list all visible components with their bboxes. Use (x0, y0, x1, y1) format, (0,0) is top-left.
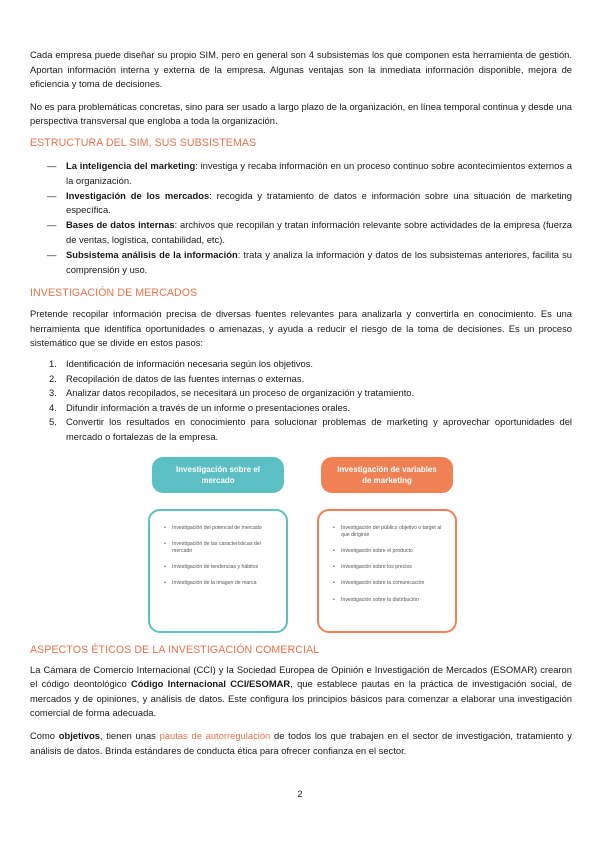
list-item: • Investigación sobre el producto (333, 547, 413, 554)
heading-sim-structure: ESTRUCTURA DEL SIM, SUS SUBSISTEMAS (30, 136, 257, 149)
list-item: — Subsistema análisis de la información: trata y analiza la información y datos de los subsistemas anteriores, facilita su comprensión y uso. (47, 249, 572, 275)
list-item: 1. Identificación de información necesaria según los objetivos. (49, 358, 314, 369)
list-item: 2. Recopilación de datos de las fuentes internas o externas. (49, 372, 305, 384)
intro-paragraph-2: No es para problemáticas concretas, sino para ser usado a largo plazo de la organización, en línea temporal continua y desde una perspectiva transversal que engloba a toda la organización. (30, 100, 572, 127)
ethics-paragraph-1: La Cámara de Comercio Internacional (CCI) y la Sociedad Europea de Opinión e Investigación de Mercados (ESOMAR) crearon el código deontológico Código Internacional CCI/ESOMAR, que establece pautas en la práctica de investigación social, de mercados y de opiniones, y análisis de datos. Este configura los principios básicos para comenzar a elaborar una investigación comercial de forma adecuada. (30, 663, 572, 719)
market-research-card (148, 509, 288, 633)
heading-ethics: ASPECTOS ÉTICOS DE LA INVESTIGACIÓN COMERCIAL (30, 643, 320, 656)
research-types-diagram (30, 457, 572, 635)
list-item: • Investigación sobre la distribución (333, 596, 419, 603)
intro-paragraph-1: Cada empresa puede diseñar su propio SIM, pero en general son 4 subsistemas los que componen esta herramienta de gestión. Aportan información interna y externa de la empresa. Algunas ventajas son la inmediata información disponible, mejora de eficiencia y toma de decisiones. (30, 49, 572, 90)
list-item: — La inteligencia del marketing: investiga y recaba información en un proceso continuo sobre acontecimientos externos a la organización. (47, 159, 572, 186)
page-content (30, 48, 572, 758)
list-item: 4. Difundir información a través de un informe o presentaciones orales. (49, 401, 351, 413)
list-item: • Investigación sobre la comunicación (333, 580, 425, 587)
list-item: • Investigación del público objetivo o target al que dirigirse (333, 524, 442, 538)
list-item: • Investigación de la imagen de marca (164, 580, 257, 587)
sim-subsystems-list (30, 159, 572, 277)
page-number: 2 (297, 788, 303, 799)
list-item: • Investigación de las características del mercado (164, 540, 261, 554)
ethics-paragraph-2: Como objetivos, tienen unas pautas de autorregulación de todos los que trabajen en el sector de investigación, tratamiento y análisis de datos. Brinda estándares de conducta ética para ofrecer confianza en el sector. (30, 729, 572, 756)
market-research-card-title: Investigación sobre el mercado (152, 457, 284, 493)
list-item: 5. Convertir los resultados en conocimiento para solucionar problemas de marketing y aprovechar oportunidades del mercado o fortalezas de la empresa. (49, 416, 572, 442)
list-item: • Investigación de tendencias y hábitos (164, 564, 259, 571)
list-item: • Investigación del potencial de mercado (164, 524, 262, 531)
research-steps-list (30, 357, 572, 445)
list-item: — Investigación de los mercados: recogida y tratamiento de datos e información sobre una situación de marketing específica. (47, 189, 572, 216)
list-item: 3. Analizar datos recopilados, se necesitará un proceso de organización y tratamiento. (49, 387, 415, 399)
market-research-paragraph: Pretende recopilar información precisa de diversas fuentes relevantes para analizarla y convertirla en conocimiento. Es una herramienta que identifica oportunidades o amenazas, y ayuda a reducir el riesgo de la toma de decisiones. Es un proceso sistemático que se divide en estos pasos: (30, 308, 572, 349)
list-item: • Investigación sobre los precios (333, 564, 412, 571)
heading-market-research: INVESTIGACIÓN DE MERCADOS (30, 287, 198, 300)
marketing-variables-card-title: Investigación de variables de marketing (321, 457, 453, 493)
marketing-variables-card (317, 509, 457, 633)
list-item: — Bases de datos internas: archivos que recopilan y tratan información relevante sobre actividades de la empresa (fuerza de ventas, logística, contabilidad, etc). (47, 219, 572, 245)
